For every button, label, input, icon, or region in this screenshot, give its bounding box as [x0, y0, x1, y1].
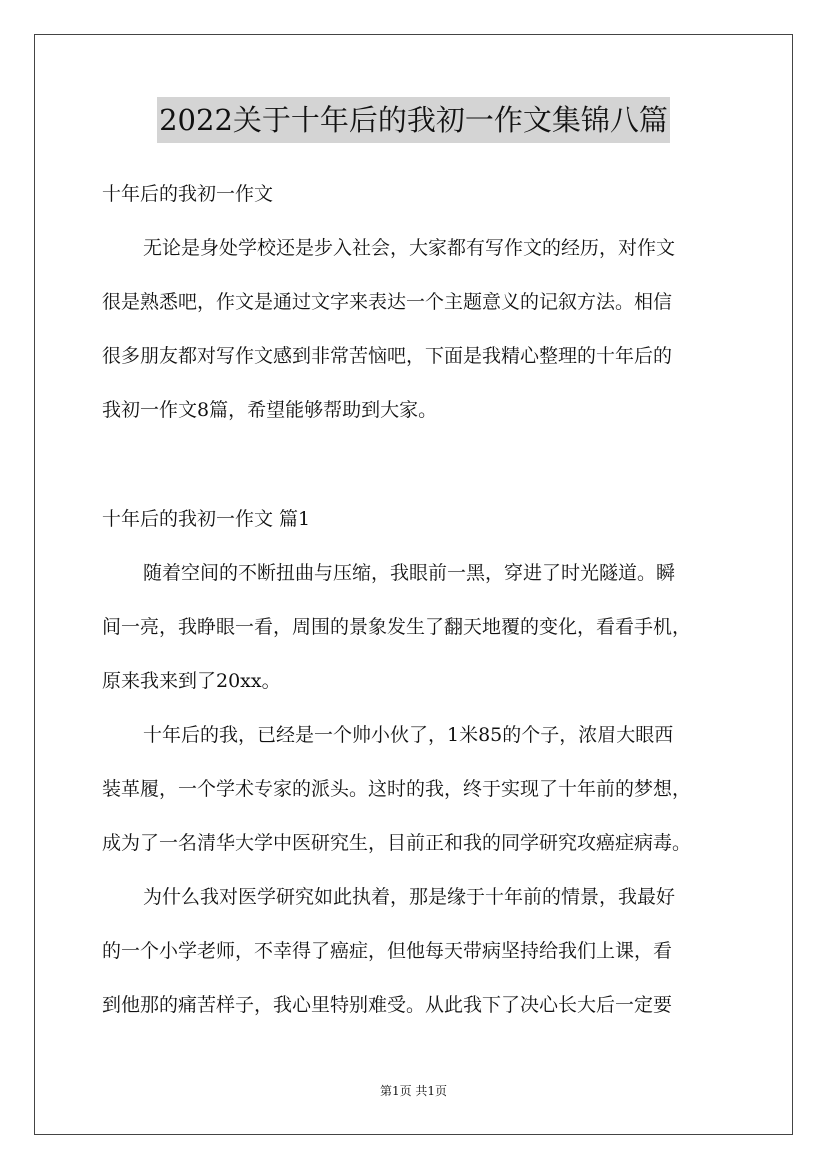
paragraph3-line-3: 到他那的痛苦样子，我心里特别难受。从此我下了决心长大后一定要 — [102, 994, 673, 1016]
paragraph2-line-1: 十年后的我，已经是一个帅小伙了，1米85的个子，浓眉大眼西 — [143, 724, 674, 746]
paragraph1-line-2: 间一亮，我睁眼一看，周围的景象发生了翻天地覆的变化，看看手机， — [102, 616, 692, 638]
intro-heading: 十年后的我初一作文 — [102, 183, 274, 205]
document-title: 2022关于十年后的我初一作文集锦八篇 — [157, 97, 670, 143]
page-footer: 第1页 共1页 — [379, 1084, 448, 1098]
intro-line-4: 我初一作文8篇，希望能够帮助到大家。 — [102, 399, 438, 421]
intro-line-1: 无论是身处学校还是步入社会，大家都有写作文的经历，对作文 — [143, 237, 676, 259]
paragraph3-line-1: 为什么我对医学研究如此执着，那是缘于十年前的情景，我最好 — [143, 886, 676, 908]
paragraph1-line-1: 随着空间的不断扭曲与压缩，我眼前一黑，穿进了时光隧道。瞬 — [143, 562, 676, 584]
paragraph1-line-3: 原来我来到了20xx。 — [102, 670, 281, 692]
section-heading: 十年后的我初一作文 篇1 — [102, 508, 311, 530]
intro-line-2: 很是熟悉吧，作文是通过文字来表达一个主题意义的记叙方法。相信 — [102, 291, 673, 313]
paragraph3-line-2: 的一个小学老师，不幸得了癌症，但他每天带病坚持给我们上课，看 — [102, 940, 673, 962]
paragraph2-line-2: 装革履，一个学术专家的派头。这时的我，终于实现了十年前的梦想， — [102, 778, 692, 800]
title-container — [0, 97, 827, 143]
intro-line-3: 很多朋友都对写作文感到非常苦恼吧，下面是我精心整理的十年后的 — [102, 345, 673, 367]
paragraph2-line-3: 成为了一名清华大学中医研究生，目前正和我的同学研究攻癌症病毒。 — [102, 832, 692, 854]
